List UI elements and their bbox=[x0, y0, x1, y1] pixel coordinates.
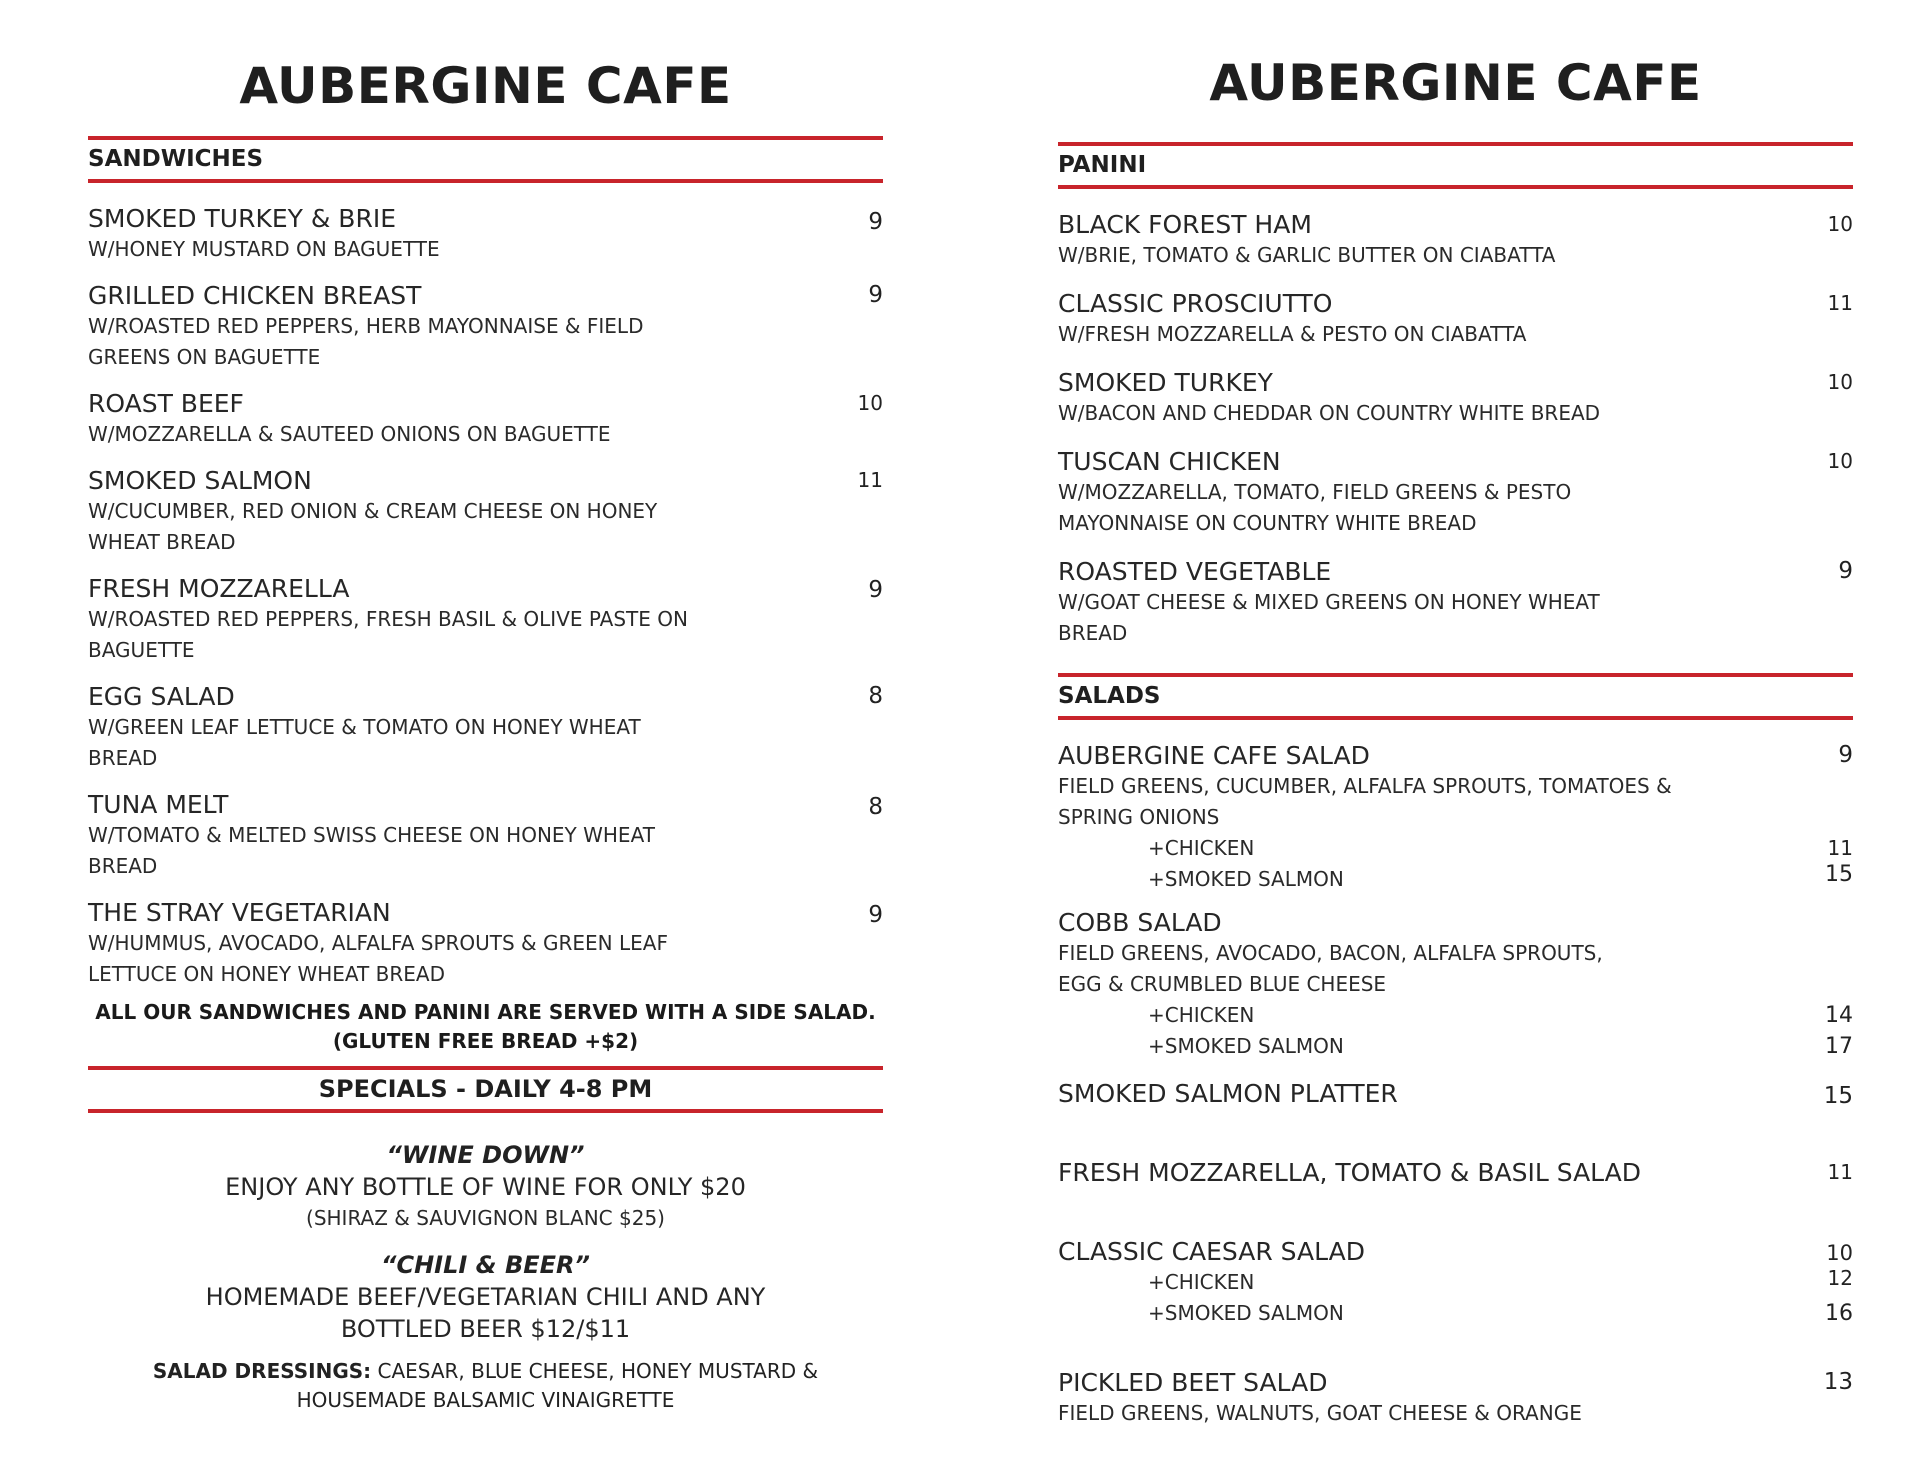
add-on-price: 16 bbox=[1825, 1301, 1853, 1326]
item-price: 10 bbox=[857, 391, 883, 415]
item-description: FIELD GREENS, WALNUTS, GOAT CHEESE & ORANGE bbox=[1058, 1401, 1582, 1425]
special-title: “WINE DOWN” bbox=[386, 1141, 585, 1169]
menu-item bbox=[88, 388, 883, 450]
dressings-label: SALAD DRESSINGS: bbox=[152, 1359, 372, 1383]
item-name: SMOKED TURKEY & BRIE bbox=[88, 204, 396, 233]
dressings-list: HOUSEMADE BALSAMIC VINAIGRETTE bbox=[296, 1388, 675, 1412]
note-line: ALL OUR SANDWICHES AND PANINI ARE SERVED WITH A SIDE SALAD. bbox=[95, 1000, 876, 1024]
add-on-label: +SMOKED SALMON bbox=[1148, 1301, 1344, 1325]
menu-item bbox=[1058, 907, 1853, 1062]
item-name: SMOKED SALMON PLATTER bbox=[1058, 1079, 1398, 1108]
item-price: 10 bbox=[1827, 212, 1853, 236]
item-name: TUNA MELT bbox=[88, 790, 229, 819]
item-name: CLASSIC CAESAR SALAD bbox=[1058, 1237, 1365, 1266]
item-description: FIELD GREENS, CUCUMBER, ALFALFA SPROUTS, TOMATOES & SPRING ONIONS bbox=[1058, 774, 1672, 829]
item-name: SMOKED SALMON bbox=[88, 466, 312, 495]
item-name: EGG SALAD bbox=[88, 682, 235, 711]
special-description: HOMEMADE BEEF/VEGETARIAN CHILI AND ANY bbox=[205, 1283, 766, 1311]
item-price: 9 bbox=[1838, 742, 1853, 768]
item-name: FRESH MOZZARELLA bbox=[88, 574, 350, 603]
menu-item bbox=[1058, 1157, 1853, 1188]
add-on-option bbox=[1058, 1031, 1853, 1062]
item-description: W/MOZZARELLA & SAUTEED ONIONS ON BAGUETTE bbox=[88, 422, 611, 446]
note-line: (GLUTEN FREE BREAD +$2) bbox=[332, 1029, 639, 1053]
item-price: 11 bbox=[1827, 291, 1853, 315]
add-on-option bbox=[1058, 1267, 1853, 1298]
item-description: W/MOZZARELLA, TOMATO, FIELD GREENS & PESTO MAYONNAISE ON COUNTRY WHITE BREAD bbox=[1058, 480, 1572, 535]
special-wine-down bbox=[88, 1113, 883, 1233]
item-price: 13 bbox=[1823, 1369, 1853, 1395]
item-description: W/HONEY MUSTARD ON BAGUETTE bbox=[88, 237, 440, 261]
item-price: 8 bbox=[868, 683, 883, 709]
left-menu-page bbox=[88, 0, 883, 1415]
item-price: 9 bbox=[1838, 558, 1853, 584]
menu-item bbox=[88, 280, 883, 373]
add-on-label: +SMOKED SALMON bbox=[1148, 1034, 1344, 1058]
item-price: 10 bbox=[1826, 1241, 1853, 1265]
item-name: GRILLED CHICKEN BREAST bbox=[88, 281, 422, 310]
page-title: AUBERGINE CAFE bbox=[239, 57, 732, 115]
item-description: W/HUMMUS, AVOCADO, ALFALFA SPROUTS & GREEN LEAF LETTUCE ON HONEY WHEAT BREAD bbox=[88, 931, 668, 986]
item-price: 8 bbox=[868, 794, 883, 820]
item-description: W/ROASTED RED PEPPERS, HERB MAYONNAISE & FIELD GREENS ON BAGUETTE bbox=[88, 314, 644, 369]
item-price: 9 bbox=[868, 282, 883, 308]
menu-item bbox=[88, 897, 883, 990]
sandwich-note bbox=[88, 994, 883, 1066]
item-name: PICKLED BEET SALAD bbox=[1058, 1368, 1328, 1397]
item-description: W/BRIE, TOMATO & GARLIC BUTTER ON CIABATTA bbox=[1058, 243, 1556, 267]
menu-item bbox=[88, 573, 883, 666]
item-name: ROAST BEEF bbox=[88, 389, 244, 418]
add-on-option bbox=[1058, 864, 1853, 895]
add-on-label: +CHICKEN bbox=[1148, 836, 1255, 860]
add-on-option bbox=[1058, 833, 1853, 864]
item-name: TUSCAN CHICKEN bbox=[1058, 447, 1281, 476]
section-heading-specials: SPECIALS - DAILY 4-8 PM bbox=[88, 1066, 883, 1113]
item-name: THE STRAY VEGETARIAN bbox=[88, 898, 391, 927]
item-description: W/FRESH MOZZARELLA & PESTO ON CIABATTA bbox=[1058, 322, 1527, 346]
special-chili-beer bbox=[88, 1233, 883, 1345]
menu-item bbox=[1058, 1367, 1853, 1429]
item-name: COBB SALAD bbox=[1058, 908, 1222, 937]
section-heading-sandwiches: SANDWICHES bbox=[88, 136, 883, 183]
item-description: W/CUCUMBER, RED ONION & CREAM CHEESE ON HONEY WHEAT BREAD bbox=[88, 499, 658, 554]
item-name: AUBERGINE CAFE SALAD bbox=[1058, 741, 1370, 770]
special-description: ENJOY ANY BOTTLE OF WINE FOR ONLY $20 bbox=[225, 1173, 746, 1201]
special-note: (SHIRAZ & SAUVIGNON BLANC $25) bbox=[306, 1206, 665, 1230]
item-price: 9 bbox=[868, 209, 883, 235]
item-price: 10 bbox=[1827, 449, 1853, 473]
special-title: “CHILI & BEER” bbox=[381, 1251, 590, 1279]
menu-item bbox=[1058, 446, 1853, 539]
menu-item bbox=[1058, 1078, 1853, 1109]
add-on-price: 12 bbox=[1827, 1266, 1853, 1290]
add-on-option bbox=[1058, 1000, 1853, 1031]
panini-list bbox=[1058, 189, 1853, 649]
add-on-price: 17 bbox=[1825, 1034, 1853, 1059]
dressings-list: CAESAR, BLUE CHEESE, HONEY MUSTARD & bbox=[371, 1359, 819, 1383]
menu-item bbox=[1058, 740, 1853, 895]
special-description: BOTTLED BEER $12/$11 bbox=[340, 1315, 631, 1343]
menu-item bbox=[1058, 556, 1853, 649]
menu-item bbox=[1058, 367, 1853, 429]
item-description: FIELD GREENS, AVOCADO, BACON, ALFALFA SPROUTS, EGG & CRUMBLED BLUE CHEESE bbox=[1058, 941, 1603, 996]
add-on-price: 15 bbox=[1825, 862, 1853, 887]
item-description: W/GREEN LEAF LETTUCE & TOMATO ON HONEY WHEAT BREAD bbox=[88, 715, 641, 770]
page-title: AUBERGINE CAFE bbox=[1209, 54, 1702, 112]
item-name: BLACK FOREST HAM bbox=[1058, 210, 1312, 239]
add-on-option bbox=[1058, 1298, 1853, 1329]
item-name: SMOKED TURKEY bbox=[1058, 368, 1273, 397]
menu-item bbox=[88, 681, 883, 774]
menu-item bbox=[1058, 288, 1853, 350]
add-on-label: +CHICKEN bbox=[1148, 1003, 1255, 1027]
item-name: CLASSIC PROSCIUTTO bbox=[1058, 289, 1333, 318]
item-price: 9 bbox=[868, 577, 883, 603]
salad-dressings bbox=[88, 1345, 883, 1415]
item-price: 11 bbox=[1827, 1160, 1853, 1184]
menu-item bbox=[88, 203, 883, 265]
menu-item bbox=[88, 789, 883, 882]
menu-item bbox=[1058, 209, 1853, 271]
section-heading-panini: PANINI bbox=[1058, 142, 1853, 189]
menu-item bbox=[88, 465, 883, 558]
add-on-price: 14 bbox=[1825, 1003, 1853, 1028]
item-price: 11 bbox=[857, 468, 883, 492]
item-price: 9 bbox=[868, 902, 883, 928]
right-menu-page bbox=[1058, 0, 1853, 1429]
salad-list bbox=[1058, 720, 1853, 1429]
add-on-label: +CHICKEN bbox=[1148, 1270, 1255, 1294]
section-heading-salads: SALADS bbox=[1058, 673, 1853, 720]
add-on-price: 11 bbox=[1827, 836, 1853, 860]
item-description: W/ROASTED RED PEPPERS, FRESH BASIL & OLIVE PASTE ON BAGUETTE bbox=[88, 607, 688, 662]
item-name: FRESH MOZZARELLA, TOMATO & BASIL SALAD bbox=[1058, 1158, 1642, 1187]
sandwich-list bbox=[88, 183, 883, 990]
item-name: ROASTED VEGETABLE bbox=[1058, 557, 1332, 586]
add-on-label: +SMOKED SALMON bbox=[1148, 867, 1344, 891]
item-price: 10 bbox=[1827, 370, 1853, 394]
item-description: W/TOMATO & MELTED SWISS CHEESE ON HONEY WHEAT BREAD bbox=[88, 823, 655, 878]
item-price: 15 bbox=[1823, 1083, 1853, 1109]
menu-item bbox=[1058, 1236, 1853, 1329]
item-description: W/BACON AND CHEDDAR ON COUNTRY WHITE BREAD bbox=[1058, 401, 1601, 425]
item-description: W/GOAT CHEESE & MIXED GREENS ON HONEY WHEAT BREAD bbox=[1058, 590, 1600, 645]
